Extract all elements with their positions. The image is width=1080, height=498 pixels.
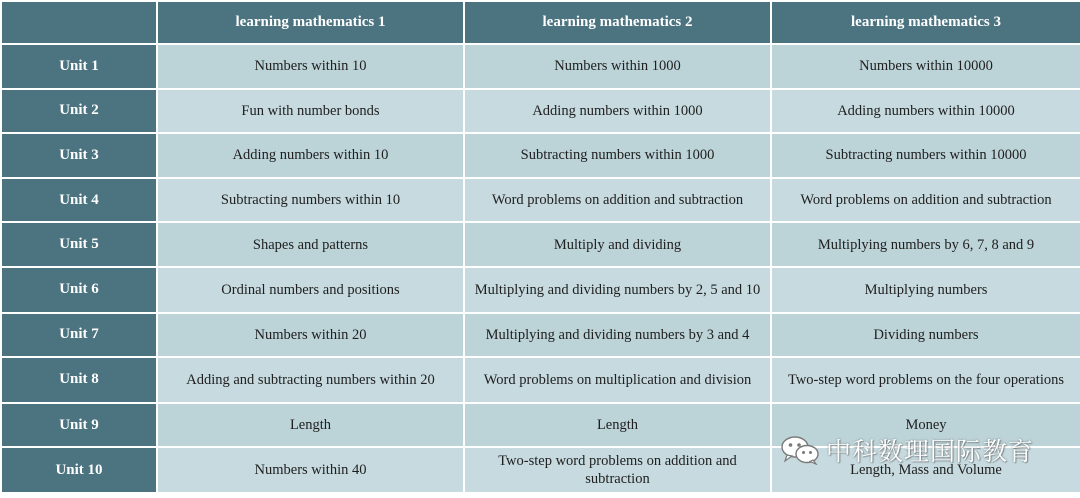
table-row bbox=[1, 44, 1080, 89]
unit-label: Unit 3 bbox=[1, 133, 157, 178]
topic-cell: Length, Mass and Volume bbox=[771, 447, 1080, 493]
unit-label: Unit 6 bbox=[1, 267, 157, 313]
topic-cell: Two-step word problems on the four operations bbox=[771, 357, 1080, 403]
corner-cell bbox=[1, 1, 157, 44]
table-row bbox=[1, 403, 1080, 448]
topic-cell: Two-step word problems on addition and subtraction bbox=[464, 447, 771, 493]
column-header-2: learning mathematics 2 bbox=[464, 1, 771, 44]
topic-cell: Subtracting numbers within 1000 bbox=[464, 133, 771, 178]
topic-cell: Numbers within 40 bbox=[157, 447, 464, 493]
topic-cell: Length bbox=[157, 403, 464, 448]
topic-cell: Multiplying and dividing numbers by 3 and 4 bbox=[464, 313, 771, 358]
topic-cell: Ordinal numbers and positions bbox=[157, 267, 464, 313]
topic-cell: Numbers within 20 bbox=[157, 313, 464, 358]
unit-label: Unit 2 bbox=[1, 89, 157, 134]
topic-cell: Multiplying numbers bbox=[771, 267, 1080, 313]
topic-cell: Shapes and patterns bbox=[157, 222, 464, 267]
topic-cell: Subtracting numbers within 10000 bbox=[771, 133, 1080, 178]
topic-cell: Adding numbers within 1000 bbox=[464, 89, 771, 134]
topic-cell: Word problems on addition and subtraction bbox=[464, 178, 771, 223]
topic-cell: Adding numbers within 10000 bbox=[771, 89, 1080, 134]
topic-cell: Numbers within 1000 bbox=[464, 44, 771, 89]
column-header-1: learning mathematics 1 bbox=[157, 1, 464, 44]
unit-label: Unit 9 bbox=[1, 403, 157, 448]
table-row bbox=[1, 267, 1080, 313]
header-row bbox=[1, 1, 1080, 44]
table-row bbox=[1, 447, 1080, 493]
topic-cell: Dividing numbers bbox=[771, 313, 1080, 358]
topic-cell: Numbers within 10 bbox=[157, 44, 464, 89]
unit-label: Unit 10 bbox=[1, 447, 157, 493]
table-row bbox=[1, 357, 1080, 403]
topic-cell: Adding numbers within 10 bbox=[157, 133, 464, 178]
topic-cell: Multiply and dividing bbox=[464, 222, 771, 267]
topic-cell: Money bbox=[771, 403, 1080, 448]
topic-cell: Word problems on addition and subtraction bbox=[771, 178, 1080, 223]
table-row bbox=[1, 89, 1080, 134]
table-row bbox=[1, 133, 1080, 178]
table-row bbox=[1, 313, 1080, 358]
unit-label: Unit 5 bbox=[1, 222, 157, 267]
topic-cell: Fun with number bonds bbox=[157, 89, 464, 134]
unit-label: Unit 8 bbox=[1, 357, 157, 403]
unit-label: Unit 7 bbox=[1, 313, 157, 358]
unit-label: Unit 1 bbox=[1, 44, 157, 89]
topic-cell: Subtracting numbers within 10 bbox=[157, 178, 464, 223]
table-row bbox=[1, 222, 1080, 267]
topic-cell: Numbers within 10000 bbox=[771, 44, 1080, 89]
topic-cell: Adding and subtracting numbers within 20 bbox=[157, 357, 464, 403]
unit-label: Unit 4 bbox=[1, 178, 157, 223]
topic-cell: Word problems on multiplication and division bbox=[464, 357, 771, 403]
topic-cell: Length bbox=[464, 403, 771, 448]
topic-cell: Multiplying numbers by 6, 7, 8 and 9 bbox=[771, 222, 1080, 267]
watermark-text: 中科数理国际教育 bbox=[826, 437, 1035, 466]
table-row bbox=[1, 178, 1080, 223]
column-header-3: learning mathematics 3 bbox=[771, 1, 1080, 44]
topic-cell: Multiplying and dividing numbers by 2, 5 and 10 bbox=[464, 267, 771, 313]
